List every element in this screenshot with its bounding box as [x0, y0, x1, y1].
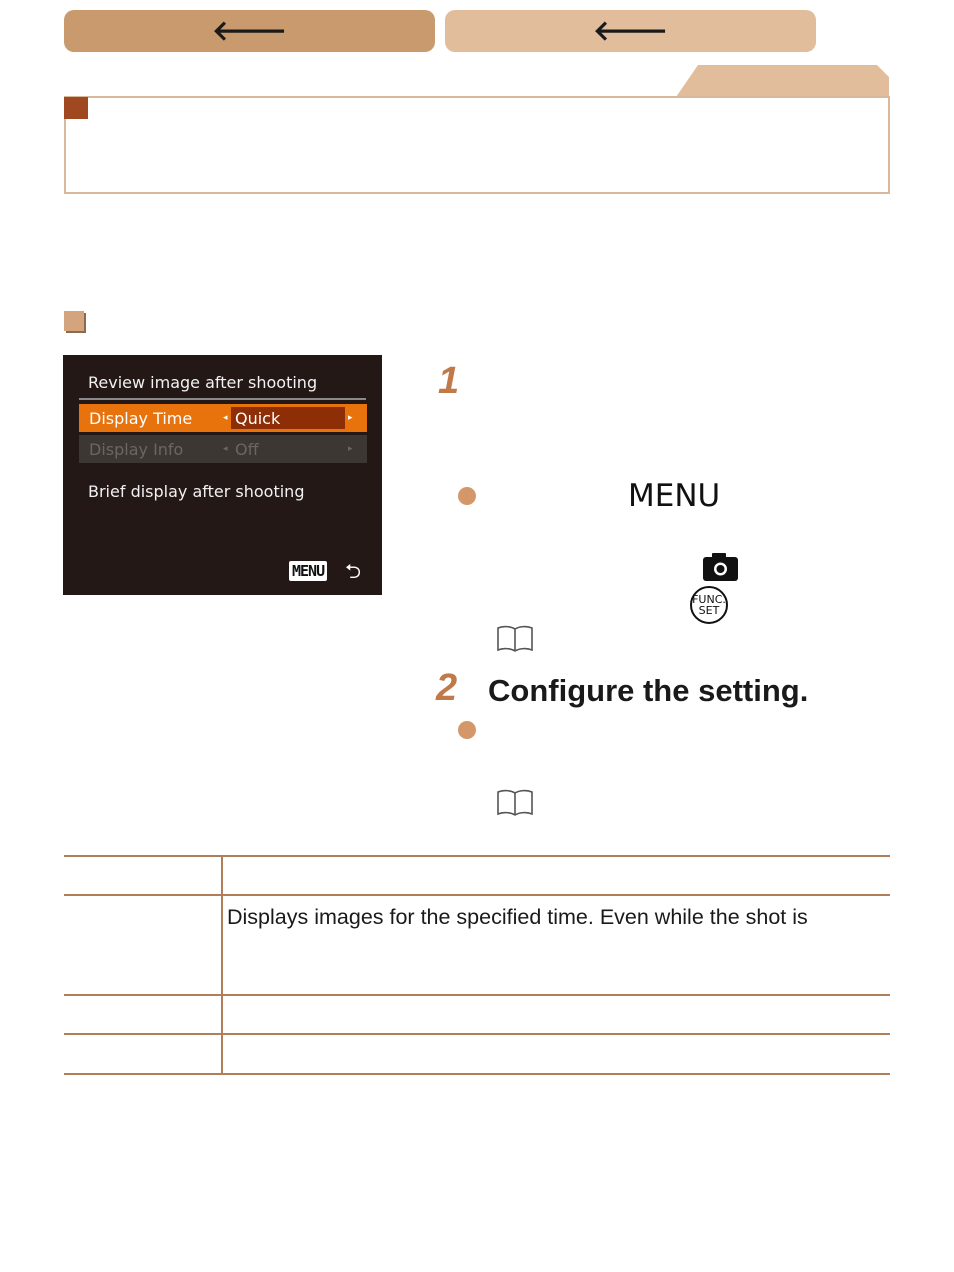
table-rule — [64, 994, 890, 996]
table-cell-description: Displays images for the specified time. Even while the shot is — [227, 905, 808, 929]
arrow-left-icon: 🡐 — [211, 15, 288, 46]
previous-page-button[interactable] — [445, 10, 816, 52]
right-arrow-icon: ▸ — [348, 413, 353, 423]
lcd-description: Brief display after shooting — [88, 482, 305, 501]
section-tab[interactable] — [676, 65, 889, 97]
lcd-row-display-info — [79, 435, 367, 463]
return-icon: ⮌ — [345, 559, 362, 583]
lcd-row-display-time — [79, 404, 367, 432]
camera-icon — [702, 553, 739, 582]
left-arrow-icon: ◂ — [223, 444, 228, 454]
table-rule-bottom — [64, 1073, 890, 1075]
lcd-row-label: Display Info — [89, 439, 184, 459]
book-icon[interactable] — [496, 789, 534, 817]
bullet-icon — [458, 721, 476, 739]
lcd-row-label: Display Time — [89, 408, 193, 428]
step-number-1: 1 — [438, 360, 460, 402]
bullet-icon — [458, 487, 476, 505]
camera-screen-image — [63, 355, 382, 595]
menu-button-icon: MENU — [289, 561, 327, 581]
book-icon[interactable] — [496, 625, 534, 653]
lcd-menu-title: Review image after shooting — [88, 373, 318, 392]
left-arrow-icon: ◂ — [223, 413, 228, 423]
step-2-title: Configure the setting. — [488, 673, 809, 708]
lcd-row-value: Off — [235, 439, 259, 459]
table-column-divider — [221, 855, 223, 1075]
title-marker-icon — [64, 97, 88, 119]
lcd-divider — [79, 398, 366, 400]
table-rule — [64, 1033, 890, 1035]
right-arrow-icon: ▸ — [348, 444, 353, 454]
subheading-marker-icon — [64, 311, 84, 331]
menu-button-label: MENU — [628, 478, 721, 514]
section-title-box — [64, 96, 890, 194]
func-set-button-icon: FUNC. SET — [690, 586, 728, 624]
arrow-left-icon: 🡐 — [592, 15, 669, 46]
step-number-2: 2 — [436, 667, 458, 709]
table-rule-top — [64, 855, 890, 857]
back-button[interactable] — [64, 10, 435, 52]
lcd-row-value: Quick — [231, 407, 345, 429]
table-rule — [64, 894, 890, 896]
